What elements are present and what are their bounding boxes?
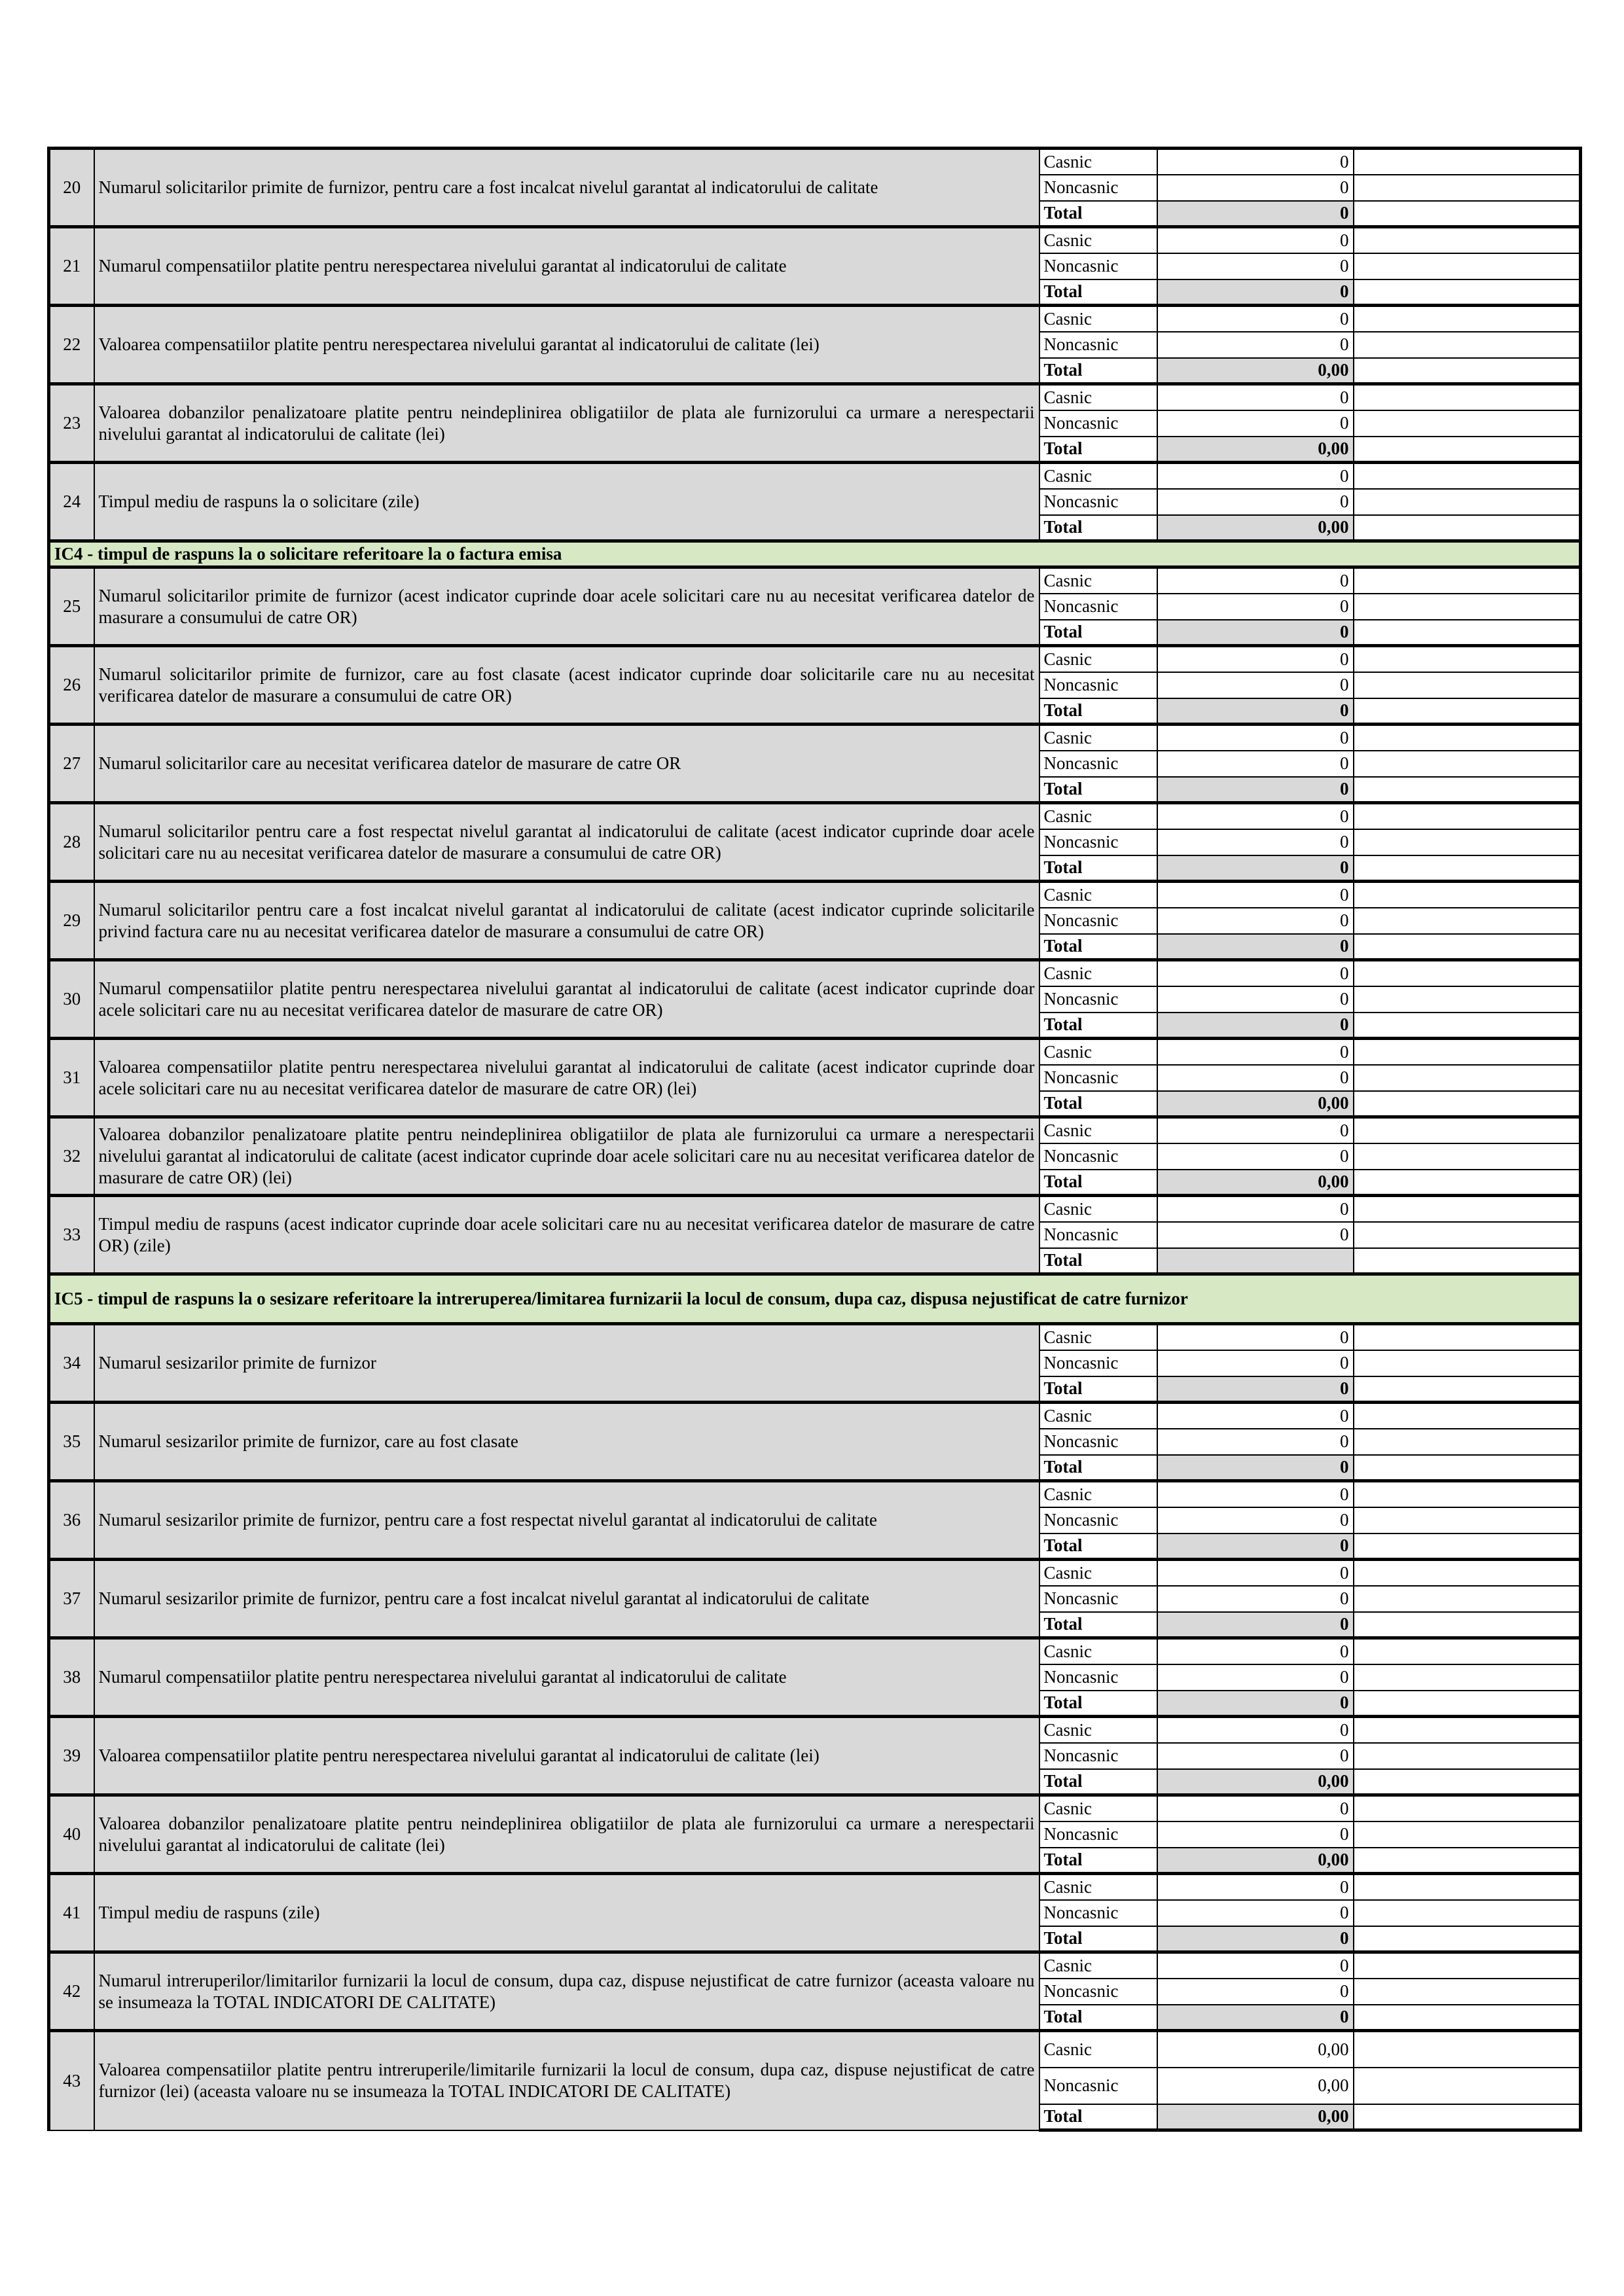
extra-column-cell (1354, 1350, 1581, 1376)
extra-column-cell (1354, 489, 1581, 515)
value-noncasnic: 0 (1157, 332, 1354, 358)
indicator-number: 30 (49, 960, 94, 1039)
indicator-number: 20 (49, 149, 94, 227)
value-noncasnic: 0 (1157, 1143, 1354, 1170)
extra-column-cell (1354, 201, 1581, 227)
indicator-description: Timpul mediu de raspuns la o solicitare (zile) (94, 463, 1039, 541)
indicator-description: Numarul solicitarilor primite de furnizor, care au fost clasate (acest indicator cuprinde doar solicitarile care nu au necesitat verificarea datelor de masurare a consumului de catre OR) (94, 646, 1039, 725)
category-noncasnic-label: Noncasnic (1039, 1979, 1157, 2005)
extra-column-cell (1354, 594, 1581, 620)
indicator-description: Numarul solicitarilor primite de furnizor (acest indicator cuprinde doar acele solicitari care nu au necesitat verificarea datelor de masurare a consumului de catre OR) (94, 567, 1039, 646)
extra-column-cell (1354, 1717, 1581, 1743)
indicator-sheet (47, 147, 1579, 2132)
value-total: 0,00 (1157, 358, 1354, 384)
category-casnic-label: Casnic (1039, 384, 1157, 410)
indicator-description: Numarul sesizarilor primite de furnizor, care au fost clasate (94, 1403, 1039, 1481)
value-casnic: 0 (1157, 1324, 1354, 1350)
extra-column-cell (1354, 882, 1581, 908)
indicator-description: Numarul solicitarilor primite de furnizor, pentru care a fost incalcat nivelul garantat al indicatorului de calitate (94, 149, 1039, 227)
indicator-row-casnic (49, 567, 1581, 594)
indicator-number: 33 (49, 1196, 94, 1274)
value-casnic: 0 (1157, 803, 1354, 829)
category-noncasnic-label: Noncasnic (1039, 2068, 1157, 2104)
value-noncasnic: 0,00 (1157, 2068, 1354, 2104)
value-casnic: 0 (1157, 567, 1354, 594)
category-noncasnic-label: Noncasnic (1039, 1507, 1157, 1534)
value-total: 0 (1157, 1534, 1354, 1560)
extra-column-cell (1354, 1376, 1581, 1403)
value-total: 0 (1157, 1455, 1354, 1481)
category-total-label: Total (1039, 1091, 1157, 1117)
indicator-row-casnic (49, 1196, 1581, 1222)
category-total-label: Total (1039, 1455, 1157, 1481)
value-total: 0 (1157, 201, 1354, 227)
category-casnic-label: Casnic (1039, 1638, 1157, 1664)
value-total: 0 (1157, 1691, 1354, 1717)
indicator-description: Numarul sesizarilor primite de furnizor (94, 1324, 1039, 1403)
category-noncasnic-label: Noncasnic (1039, 175, 1157, 201)
extra-column-cell (1354, 855, 1581, 882)
indicator-number: 38 (49, 1638, 94, 1717)
category-casnic-label: Casnic (1039, 1196, 1157, 1222)
indicator-row-casnic (49, 2031, 1581, 2068)
extra-column-cell (1354, 1222, 1581, 1248)
section-header-row (49, 1274, 1581, 1324)
extra-column-cell (1354, 1091, 1581, 1117)
indicator-row-casnic (49, 960, 1581, 986)
extra-column-cell (1354, 1039, 1581, 1065)
extra-column-cell (1354, 934, 1581, 960)
indicator-row-casnic (49, 1717, 1581, 1743)
extra-column-cell (1354, 908, 1581, 934)
indicator-row-casnic (49, 384, 1581, 410)
indicator-number: 37 (49, 1560, 94, 1638)
indicator-description: Numarul intreruperilor/limitarilor furnizarii la locul de consum, dupa caz, dispuse nejustificat de catre furnizor (aceasta valoare nu se insumeaza la TOTAL INDICATORI DE CALITATE) (94, 1952, 1039, 2031)
extra-column-cell (1354, 1926, 1581, 1952)
extra-column-cell (1354, 1248, 1581, 1274)
value-noncasnic: 0 (1157, 489, 1354, 515)
value-casnic: 0 (1157, 384, 1354, 410)
value-total: 0,00 (1157, 515, 1354, 541)
indicator-number: 29 (49, 882, 94, 960)
indicator-row-casnic (49, 1560, 1581, 1586)
value-casnic: 0 (1157, 882, 1354, 908)
extra-column-cell (1354, 1455, 1581, 1481)
indicator-number: 24 (49, 463, 94, 541)
extra-column-cell (1354, 620, 1581, 646)
indicator-description: Numarul solicitarilor pentru care a fost respectat nivelul garantat al indicatorului de calitate (acest indicator cuprinde doar acele solicitari care nu au necesitat verificarea datelor de masurare a consumului de catre OR) (94, 803, 1039, 882)
category-total-label: Total (1039, 855, 1157, 882)
indicator-row-casnic (49, 1795, 1581, 1821)
category-noncasnic-label: Noncasnic (1039, 751, 1157, 777)
indicator-number: 40 (49, 1795, 94, 1874)
extra-column-cell (1354, 463, 1581, 489)
category-total-label: Total (1039, 358, 1157, 384)
category-noncasnic-label: Noncasnic (1039, 672, 1157, 698)
indicator-row-casnic (49, 463, 1581, 489)
indicator-row-casnic (49, 1324, 1581, 1350)
extra-column-cell (1354, 1143, 1581, 1170)
indicator-number: 21 (49, 227, 94, 306)
category-noncasnic-label: Noncasnic (1039, 1900, 1157, 1926)
indicator-number: 36 (49, 1481, 94, 1560)
category-noncasnic-label: Noncasnic (1039, 332, 1157, 358)
indicator-number: 27 (49, 725, 94, 803)
category-total-label: Total (1039, 777, 1157, 803)
indicators-table (47, 147, 1582, 2132)
category-total-label: Total (1039, 1376, 1157, 1403)
extra-column-cell (1354, 1170, 1581, 1196)
extra-column-cell (1354, 384, 1581, 410)
value-casnic: 0 (1157, 1481, 1354, 1507)
category-noncasnic-label: Noncasnic (1039, 1065, 1157, 1091)
extra-column-cell (1354, 358, 1581, 384)
value-total: 0 (1157, 698, 1354, 725)
category-total-label: Total (1039, 1534, 1157, 1560)
value-casnic: 0 (1157, 227, 1354, 253)
indicator-row-casnic (49, 1874, 1581, 1900)
indicator-number: 28 (49, 803, 94, 882)
category-casnic-label: Casnic (1039, 960, 1157, 986)
indicator-description: Valoarea dobanzilor penalizatoare platite pentru neindeplinirea obligatiilor de plata ale furnizorului ca urmare a nerespectarii nivelului garantat al indicatorului de calitate (acest indicator cuprinde doar acele solicitari care nu au necesitat verificarea datelor de masurare de catre OR) (lei) (94, 1117, 1039, 1196)
value-noncasnic: 0 (1157, 1979, 1354, 2005)
extra-column-cell (1354, 1952, 1581, 1979)
value-noncasnic: 0 (1157, 986, 1354, 1013)
category-noncasnic-label: Noncasnic (1039, 986, 1157, 1013)
category-total-label: Total (1039, 1926, 1157, 1952)
value-noncasnic: 0 (1157, 1222, 1354, 1248)
extra-column-cell (1354, 567, 1581, 594)
value-noncasnic: 0 (1157, 672, 1354, 698)
indicator-description: Numarul compensatiilor platite pentru nerespectarea nivelului garantat al indicatorului de calitate (94, 1638, 1039, 1717)
extra-column-cell (1354, 1900, 1581, 1926)
value-casnic: 0 (1157, 725, 1354, 751)
value-noncasnic: 0 (1157, 1821, 1354, 1848)
indicator-description: Valoarea compensatiilor platite pentru nerespectarea nivelului garantat al indicatorului de calitate (lei) (94, 1717, 1039, 1795)
category-casnic-label: Casnic (1039, 1874, 1157, 1900)
category-casnic-label: Casnic (1039, 149, 1157, 175)
indicator-description: Numarul sesizarilor primite de furnizor, pentru care a fost respectat nivelul garantat al indicatorului de calitate (94, 1481, 1039, 1560)
value-casnic: 0 (1157, 1117, 1354, 1143)
category-total-label: Total (1039, 1848, 1157, 1874)
category-casnic-label: Casnic (1039, 1481, 1157, 1507)
indicator-row-casnic (49, 227, 1581, 253)
category-casnic-label: Casnic (1039, 803, 1157, 829)
indicator-description: Timpul mediu de raspuns (zile) (94, 1874, 1039, 1952)
value-casnic: 0 (1157, 646, 1354, 672)
value-total: 0,00 (1157, 1848, 1354, 1874)
category-noncasnic-label: Noncasnic (1039, 489, 1157, 515)
category-total-label: Total (1039, 1769, 1157, 1795)
category-noncasnic-label: Noncasnic (1039, 908, 1157, 934)
indicator-description: Valoarea dobanzilor penalizatoare platite pentru neindeplinirea obligatiilor de plata ale furnizorului ca urmare a nerespectarii nivelului garantat al indicatorului de calitate (lei) (94, 384, 1039, 463)
indicator-row-casnic (49, 1952, 1581, 1979)
value-noncasnic: 0 (1157, 1350, 1354, 1376)
category-noncasnic-label: Noncasnic (1039, 1743, 1157, 1769)
extra-column-cell (1354, 803, 1581, 829)
value-noncasnic: 0 (1157, 410, 1354, 437)
indicator-description: Valoarea dobanzilor penalizatoare platite pentru neindeplinirea obligatiilor de plata ale furnizorului ca urmare a nerespectarii nivelului garantat al indicatorului de calitate (lei) (94, 1795, 1039, 1874)
value-casnic: 0 (1157, 463, 1354, 489)
value-total (1157, 1248, 1354, 1274)
indicator-description: Numarul sesizarilor primite de furnizor, pentru care a fost incalcat nivelul garantat al indicatorului de calitate (94, 1560, 1039, 1638)
indicator-description: Numarul solicitarilor pentru care a fost incalcat nivelul garantat al indicatorului de calitate (acest indicator cuprinde solicitarile privind factura care nu au necesitat verificarea datelor de masurare a consumului de catre OR) (94, 882, 1039, 960)
value-noncasnic: 0 (1157, 1065, 1354, 1091)
indicator-row-casnic (49, 1638, 1581, 1664)
category-casnic-label: Casnic (1039, 1560, 1157, 1586)
value-noncasnic: 0 (1157, 1507, 1354, 1534)
indicator-number: 34 (49, 1324, 94, 1403)
category-total-label: Total (1039, 934, 1157, 960)
extra-column-cell (1354, 149, 1581, 175)
value-total: 0,00 (1157, 1091, 1354, 1117)
value-noncasnic: 0 (1157, 1900, 1354, 1926)
extra-column-cell (1354, 1821, 1581, 1848)
value-total: 0 (1157, 1612, 1354, 1638)
category-total-label: Total (1039, 515, 1157, 541)
category-casnic-label: Casnic (1039, 1403, 1157, 1429)
category-casnic-label: Casnic (1039, 646, 1157, 672)
category-total-label: Total (1039, 2005, 1157, 2031)
category-casnic-label: Casnic (1039, 882, 1157, 908)
extra-column-cell (1354, 1979, 1581, 2005)
value-total: 0 (1157, 620, 1354, 646)
value-casnic: 0 (1157, 1638, 1354, 1664)
extra-column-cell (1354, 986, 1581, 1013)
value-casnic: 0 (1157, 960, 1354, 986)
value-casnic: 0 (1157, 149, 1354, 175)
extra-column-cell (1354, 751, 1581, 777)
value-noncasnic: 0 (1157, 829, 1354, 855)
value-noncasnic: 0 (1157, 1586, 1354, 1612)
value-casnic: 0,00 (1157, 2031, 1354, 2068)
category-total-label: Total (1039, 620, 1157, 646)
indicator-number: 39 (49, 1717, 94, 1795)
category-noncasnic-label: Noncasnic (1039, 1350, 1157, 1376)
value-casnic: 0 (1157, 306, 1354, 332)
indicator-description: Numarul compensatiilor platite pentru nerespectarea nivelului garantat al indicatorului de calitate (94, 227, 1039, 306)
value-noncasnic: 0 (1157, 1743, 1354, 1769)
extra-column-cell (1354, 1691, 1581, 1717)
extra-column-cell (1354, 646, 1581, 672)
indicator-number: 32 (49, 1117, 94, 1196)
value-total: 0 (1157, 2005, 1354, 2031)
value-casnic: 0 (1157, 1874, 1354, 1900)
section-header-row (49, 541, 1581, 567)
indicator-row-casnic (49, 1039, 1581, 1065)
indicator-row-casnic (49, 725, 1581, 751)
extra-column-cell (1354, 1429, 1581, 1455)
extra-column-cell (1354, 227, 1581, 253)
extra-column-cell (1354, 1848, 1581, 1874)
extra-column-cell (1354, 410, 1581, 437)
category-noncasnic-label: Noncasnic (1039, 1222, 1157, 1248)
extra-column-cell (1354, 2031, 1581, 2068)
extra-column-cell (1354, 698, 1581, 725)
value-noncasnic: 0 (1157, 594, 1354, 620)
extra-column-cell (1354, 515, 1581, 541)
extra-column-cell (1354, 1196, 1581, 1222)
extra-column-cell (1354, 960, 1581, 986)
section-title: IC5 - timpul de raspuns la o sesizare referitoare la intreruperea/limitarea furnizarii la locul de consum, dupa caz, dispusa nejustificat de catre furnizor (49, 1274, 1581, 1324)
category-casnic-label: Casnic (1039, 1795, 1157, 1821)
category-casnic-label: Casnic (1039, 306, 1157, 332)
indicator-row-casnic (49, 1403, 1581, 1429)
value-total: 0,00 (1157, 2104, 1354, 2130)
extra-column-cell (1354, 1638, 1581, 1664)
category-casnic-label: Casnic (1039, 1324, 1157, 1350)
category-casnic-label: Casnic (1039, 1117, 1157, 1143)
extra-column-cell (1354, 1324, 1581, 1350)
value-total: 0 (1157, 777, 1354, 803)
category-total-label: Total (1039, 279, 1157, 306)
extra-column-cell (1354, 2005, 1581, 2031)
indicator-number: 42 (49, 1952, 94, 2031)
value-noncasnic: 0 (1157, 175, 1354, 201)
extra-column-cell (1354, 1769, 1581, 1795)
category-total-label: Total (1039, 1691, 1157, 1717)
extra-column-cell (1354, 1874, 1581, 1900)
indicator-description: Valoarea compensatiilor platite pentru nerespectarea nivelului garantat al indicatorului de calitate (acest indicator cuprinde doar acele solicitari care nu au necesitat verificarea datelor de masurare de catre OR) (lei) (94, 1039, 1039, 1117)
indicator-number: 31 (49, 1039, 94, 1117)
indicator-number: 25 (49, 567, 94, 646)
category-casnic-label: Casnic (1039, 567, 1157, 594)
value-noncasnic: 0 (1157, 1429, 1354, 1455)
extra-column-cell (1354, 1612, 1581, 1638)
value-noncasnic: 0 (1157, 751, 1354, 777)
value-casnic: 0 (1157, 1403, 1354, 1429)
category-total-label: Total (1039, 2104, 1157, 2130)
category-total-label: Total (1039, 1170, 1157, 1196)
category-casnic-label: Casnic (1039, 227, 1157, 253)
indicator-row-casnic (49, 1117, 1581, 1143)
extra-column-cell (1354, 777, 1581, 803)
extra-column-cell (1354, 1065, 1581, 1091)
indicator-row-casnic (49, 306, 1581, 332)
category-noncasnic-label: Noncasnic (1039, 1429, 1157, 1455)
extra-column-cell (1354, 672, 1581, 698)
indicator-number: 23 (49, 384, 94, 463)
extra-column-cell (1354, 725, 1581, 751)
category-total-label: Total (1039, 698, 1157, 725)
value-noncasnic: 0 (1157, 253, 1354, 279)
indicator-description: Valoarea compensatiilor platite pentru nerespectarea nivelului garantat al indicatorului de calitate (lei) (94, 306, 1039, 384)
category-noncasnic-label: Noncasnic (1039, 829, 1157, 855)
extra-column-cell (1354, 1586, 1581, 1612)
category-noncasnic-label: Noncasnic (1039, 594, 1157, 620)
indicator-row-casnic (49, 149, 1581, 175)
extra-column-cell (1354, 1560, 1581, 1586)
extra-column-cell (1354, 253, 1581, 279)
value-total: 0,00 (1157, 437, 1354, 463)
value-casnic: 0 (1157, 1717, 1354, 1743)
value-casnic: 0 (1157, 1039, 1354, 1065)
indicator-number: 22 (49, 306, 94, 384)
extra-column-cell (1354, 1481, 1581, 1507)
extra-column-cell (1354, 1013, 1581, 1039)
category-total-label: Total (1039, 1612, 1157, 1638)
extra-column-cell (1354, 332, 1581, 358)
extra-column-cell (1354, 829, 1581, 855)
value-casnic: 0 (1157, 1795, 1354, 1821)
extra-column-cell (1354, 279, 1581, 306)
extra-column-cell (1354, 1403, 1581, 1429)
value-total: 0 (1157, 855, 1354, 882)
value-total: 0 (1157, 279, 1354, 306)
value-noncasnic: 0 (1157, 908, 1354, 934)
indicator-description: Valoarea compensatiilor platite pentru intreruperile/limitarile furnizarii la locul de consum, dupa caz, dispuse nejustificat de catre furnizor (lei) (aceasta valoare nu se insumeaza la TOTAL INDICATORI DE CALITATE) (94, 2031, 1039, 2130)
indicator-row-casnic (49, 646, 1581, 672)
extra-column-cell (1354, 2068, 1581, 2104)
extra-column-cell (1354, 1507, 1581, 1534)
value-total: 0 (1157, 1376, 1354, 1403)
extra-column-cell (1354, 1534, 1581, 1560)
indicator-description: Numarul compensatiilor platite pentru nerespectarea nivelului garantat al indicatorului de calitate (acest indicator cuprinde doar acele solicitari care nu au necesitat verificarea datelor de masurare de catre OR) (94, 960, 1039, 1039)
value-casnic: 0 (1157, 1196, 1354, 1222)
extra-column-cell (1354, 306, 1581, 332)
value-total: 0 (1157, 1926, 1354, 1952)
indicator-number: 43 (49, 2031, 94, 2130)
indicator-description: Numarul solicitarilor care au necesitat verificarea datelor de masurare de catre OR (94, 725, 1039, 803)
indicator-row-casnic (49, 882, 1581, 908)
category-noncasnic-label: Noncasnic (1039, 410, 1157, 437)
value-total: 0,00 (1157, 1769, 1354, 1795)
category-total-label: Total (1039, 201, 1157, 227)
indicator-row-casnic (49, 803, 1581, 829)
indicator-number: 41 (49, 1874, 94, 1952)
category-casnic-label: Casnic (1039, 1717, 1157, 1743)
section-title: IC4 - timpul de raspuns la o solicitare referitoare la o factura emisa (49, 541, 1581, 567)
category-noncasnic-label: Noncasnic (1039, 1586, 1157, 1612)
category-total-label: Total (1039, 1013, 1157, 1039)
category-casnic-label: Casnic (1039, 1952, 1157, 1979)
value-total: 0,00 (1157, 1170, 1354, 1196)
value-casnic: 0 (1157, 1560, 1354, 1586)
category-total-label: Total (1039, 1248, 1157, 1274)
value-total: 0 (1157, 1013, 1354, 1039)
extra-column-cell (1354, 175, 1581, 201)
indicator-description: Timpul mediu de raspuns (acest indicator cuprinde doar acele solicitari care nu au necesitat verificarea datelor de masurare de catre OR) (zile) (94, 1196, 1039, 1274)
extra-column-cell (1354, 1743, 1581, 1769)
indicator-row-casnic (49, 1481, 1581, 1507)
extra-column-cell (1354, 2104, 1581, 2130)
category-casnic-label: Casnic (1039, 1039, 1157, 1065)
category-noncasnic-label: Noncasnic (1039, 1821, 1157, 1848)
indicator-number: 26 (49, 646, 94, 725)
value-casnic: 0 (1157, 1952, 1354, 1979)
extra-column-cell (1354, 1117, 1581, 1143)
category-noncasnic-label: Noncasnic (1039, 1664, 1157, 1691)
extra-column-cell (1354, 1664, 1581, 1691)
extra-column-cell (1354, 437, 1581, 463)
indicator-number: 35 (49, 1403, 94, 1481)
category-casnic-label: Casnic (1039, 463, 1157, 489)
category-casnic-label: Casnic (1039, 725, 1157, 751)
value-noncasnic: 0 (1157, 1664, 1354, 1691)
category-total-label: Total (1039, 437, 1157, 463)
category-noncasnic-label: Noncasnic (1039, 253, 1157, 279)
value-total: 0 (1157, 934, 1354, 960)
category-noncasnic-label: Noncasnic (1039, 1143, 1157, 1170)
extra-column-cell (1354, 1795, 1581, 1821)
category-casnic-label: Casnic (1039, 2031, 1157, 2068)
